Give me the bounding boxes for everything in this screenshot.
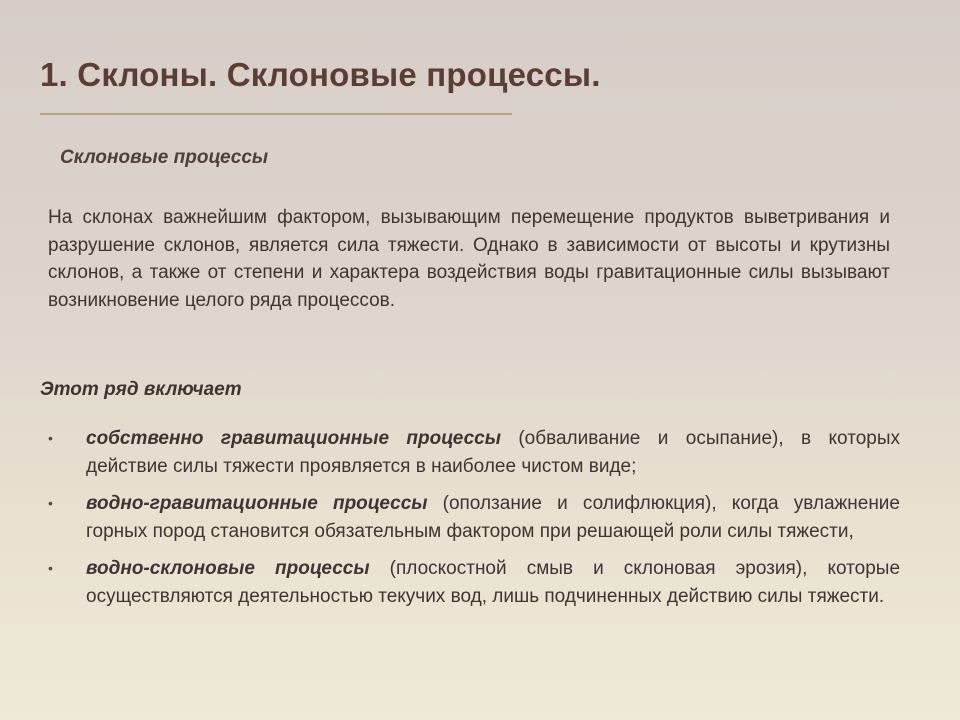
list-item-text: (плоскостной смыв и склоновая эрозия), которые осуществляются деятельностью текучих вод, лишь подчиненных действию силы тяжести. — [86, 558, 901, 607]
slide-title: 1. Склоны. Склоновые процессы. — [40, 56, 601, 93]
title-underline — [40, 113, 512, 115]
intro-paragraph: На склонах важнейшим фактором, вызывающим перемещение продуктов выветривания и разрушение склонов, является сила тяжести. Однако в зависимости от высоты и крутизны склонов, а также от степени и характера воздействия воды гравитационные силы вызывают возникновение целого ряда процессов. — [48, 207, 890, 311]
bullet-icon: • — [48, 495, 53, 511]
list-item-term: собственно гравитационные процессы — [86, 428, 501, 449]
list-item-text: (оползание и солифлюкция), когда увлажнение горных пород становится обязательным фактором при решающей роли силы тяжести, — [86, 493, 900, 542]
list-item-term: водно-гравитационные процессы — [86, 493, 428, 514]
list-heading: Этот ряд включает — [40, 379, 242, 400]
process-list — [48, 425, 900, 620]
list-item-text: (обваливание и осыпание), в которых действие силы тяжести проявляется в наиболее чистом виде; — [86, 428, 900, 477]
section-subtitle: Склоновые процессы — [60, 147, 269, 168]
list-item — [48, 490, 900, 545]
list-item — [48, 555, 900, 610]
bullet-icon: • — [48, 560, 53, 576]
bullet-icon: • — [48, 430, 53, 446]
list-item — [48, 425, 900, 480]
list-item-term: водно-склоновые процессы — [86, 558, 370, 579]
